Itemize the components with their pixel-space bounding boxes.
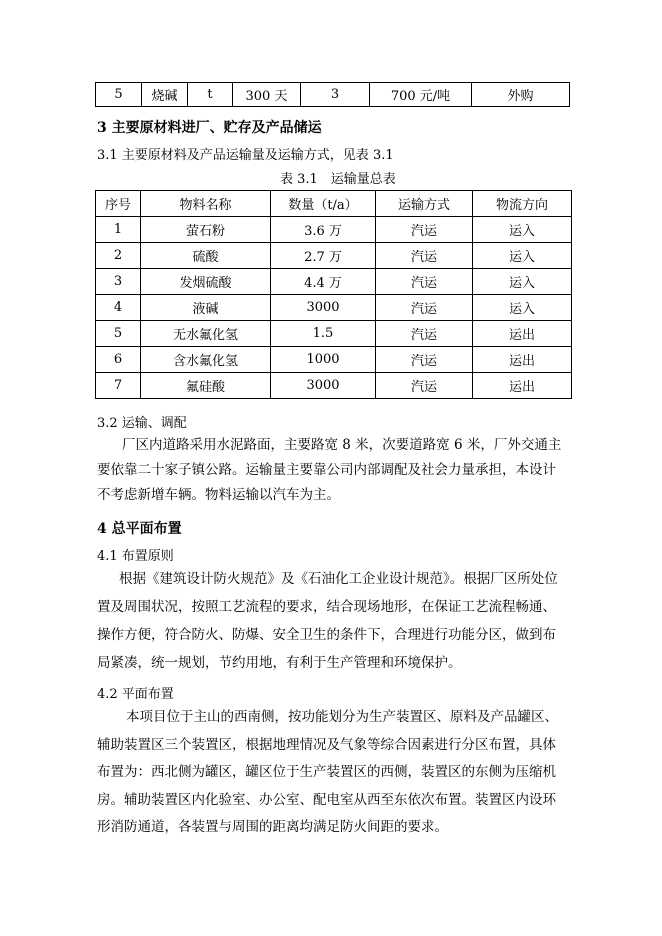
table-row (96, 269, 572, 295)
table-cell: 2 (96, 243, 141, 269)
table-cell: 汽运 (376, 243, 473, 269)
table-cell: 氟硅酸 (141, 373, 271, 399)
table-cell: 运入 (473, 243, 572, 269)
table-cell: 汽运 (376, 347, 473, 373)
table-cell: 运入 (473, 269, 572, 295)
table-cell: 汽运 (376, 269, 473, 295)
paragraph-line: 布置为：西北侧为罐区，罐区位于生产装置区的西侧，装置区的东侧为压缩机 (97, 764, 556, 780)
table-cell: 汽运 (376, 217, 473, 243)
section-4-1-heading: 4.1 布置原则 (97, 549, 174, 564)
table-cell: 300 天 (233, 83, 301, 107)
table-cell: 汽运 (376, 373, 473, 399)
paragraph-line: 房。辅助装置区内化验室、办公室、配电室从西至东依次布置。装置区内设环 (97, 792, 556, 808)
paragraph-line: 操作方便，符合防火、防爆、安全卫生的条件下，合理进行功能分区，做到布 (97, 627, 556, 643)
table-row (96, 295, 572, 321)
table-cell: 液碱 (141, 295, 271, 321)
table-cell: 1000 (271, 347, 376, 373)
header-cell: 运输方式 (376, 191, 473, 217)
table-cell: 运出 (473, 321, 572, 347)
table-cell: 6 (96, 347, 141, 373)
table-cell: 硫酸 (141, 243, 271, 269)
table-cell: 汽运 (376, 321, 473, 347)
paragraph-line: 根据《建筑设计防火规范》及《石油化工企业设计规范》。根据厂区所处位 (119, 571, 558, 587)
section-3-1-heading: 3.1 主要原材料及产品运输量及运输方式，见表 3.1 (97, 148, 394, 163)
table-caption: 表 3.1 运输量总表 (280, 172, 396, 187)
table-cell: 萤石粉 (141, 217, 271, 243)
transport-table (95, 190, 572, 399)
paragraph-line: 辅助装置区三个装置区，根据地理情况及气象等综合因素进行分区布置，具体 (97, 737, 556, 753)
table-cell: 2.7 万 (271, 243, 376, 269)
header-cell: 物流方向 (473, 191, 572, 217)
paragraph-line: 要依靠二十家子镇公路。运输量主要靠公司内部调配及社会力量承担，本设计 (97, 462, 556, 478)
table-row (96, 217, 572, 243)
table-cell: 3 (301, 83, 370, 107)
table-header-row (96, 191, 572, 217)
header-cell: 数量（t/a） (271, 191, 376, 217)
section-3-heading: 3 主要原材料进厂、贮存及产品储运 (97, 120, 322, 136)
table-cell: 3.6 万 (271, 217, 376, 243)
table-row (96, 83, 570, 107)
paragraph-line: 局紧凑，统一规划，节约用地，有利于生产管理和环境保护。 (97, 655, 462, 671)
table-cell: 5 (96, 321, 141, 347)
table-cell: 运出 (473, 373, 572, 399)
table-cell: 发烟硫酸 (141, 269, 271, 295)
table-cell: 5 (96, 83, 142, 107)
table-cell: 4.4 万 (271, 269, 376, 295)
section-3-2-heading: 3.2 运输、调配 (97, 416, 187, 431)
table-cell: 汽运 (376, 295, 473, 321)
table-cell: 3 (96, 269, 141, 295)
table-cell: 运出 (473, 347, 572, 373)
table-cell: 3000 (271, 295, 376, 321)
paragraph-line: 不考虑新增车辆。物料运输以汽车为主。 (97, 487, 340, 503)
section-4-2-heading: 4.2 平面布置 (97, 687, 174, 702)
table-cell: 无水氟化氢 (141, 321, 271, 347)
table-cell: 含水氟化氢 (141, 347, 271, 373)
table-row (96, 347, 572, 373)
paragraph-line: 形消防通道，各装置与周围的距离均满足防火间距的要求。 (97, 819, 448, 835)
table-cell: 烧碱 (142, 83, 188, 107)
table-cell: 运入 (473, 217, 572, 243)
header-cell: 物料名称 (141, 191, 271, 217)
table-cell: 700 元/吨 (370, 83, 472, 107)
table-cell: 1.5 (271, 321, 376, 347)
paragraph-line: 厂区内道路采用水泥路面，主要路宽 8 米，次要道路宽 6 米，厂外交通主 (122, 437, 562, 453)
table-row (96, 321, 572, 347)
table-cell: 3000 (271, 373, 376, 399)
table-cell: t (188, 83, 233, 107)
continued-table (95, 82, 570, 107)
section-4-heading: 4 总平面布置 (97, 521, 182, 537)
paragraph-line: 本项目位于主山的西南侧，按功能划分为生产装置区、原料及产品罐区、 (126, 709, 558, 725)
table-cell: 7 (96, 373, 141, 399)
table-row (96, 243, 572, 269)
table-row (96, 373, 572, 399)
table-cell: 运入 (473, 295, 572, 321)
table-cell: 4 (96, 295, 141, 321)
paragraph-line: 置及周围状况，按照工艺流程的要求，结合现场地形，在保证工艺流程畅通、 (97, 599, 556, 615)
header-cell: 序号 (96, 191, 141, 217)
table-cell: 外购 (472, 83, 570, 107)
table-cell: 1 (96, 217, 141, 243)
